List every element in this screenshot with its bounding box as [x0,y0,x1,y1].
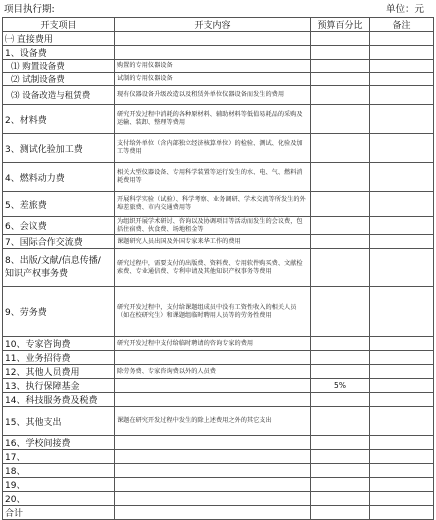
row-remark[interactable] [370,249,434,287]
row-remark[interactable] [370,134,434,163]
row-item: 9、劳务费 [3,287,115,337]
row-content: 研究过程中，需要支付的出版费、资料费、专用软件购买费、文献检索费、专业通信费、专利申请及其他知识产权事务等费用 [115,249,311,287]
row-remark[interactable] [370,337,434,351]
row-content: 现有仪器设备升级改造以及租赁外单位仪器设备而发生的费用 [115,86,311,105]
row-ratio[interactable] [311,60,370,73]
row-content [115,379,311,393]
table-row [3,192,434,217]
row-item: 20、 [3,492,115,506]
row-remark[interactable] [370,379,434,393]
row-remark[interactable] [370,393,434,407]
row-remark[interactable] [370,32,434,46]
row-remark[interactable] [370,436,434,450]
table-row [3,73,434,86]
row-content: 支付给外单位（含内部独立经济核算单位）的检验、测试、化验及加工等费用 [115,134,311,163]
row-content [115,492,311,506]
row-remark[interactable] [370,464,434,478]
row-ratio[interactable] [311,351,370,365]
table-row [3,32,434,46]
row-ratio[interactable] [311,492,370,506]
row-remark[interactable] [370,217,434,235]
row-remark[interactable] [370,235,434,249]
row-content [115,46,311,60]
table-row [3,450,434,464]
row-item: 15、其他支出 [3,407,115,436]
row-ratio[interactable] [311,249,370,287]
table-row [3,365,434,379]
row-remark[interactable] [370,351,434,365]
row-content [115,393,311,407]
row-ratio[interactable] [311,134,370,163]
table-row [3,86,434,105]
row-ratio[interactable] [311,478,370,492]
row-content [115,32,311,46]
table-row [3,337,434,351]
row-remark[interactable] [370,46,434,60]
row-ratio[interactable] [311,365,370,379]
row-item: ⑶ 设备改造与租赁费 [3,86,115,105]
row-remark[interactable] [370,86,434,105]
table-row [3,249,434,287]
row-ratio[interactable] [311,163,370,192]
row-item: 10、专家咨询费 [3,337,115,351]
row-content: 相关大型仪器设备、专用科学装置等运行发生的水、电、气、燃料消耗费用等 [115,163,311,192]
row-item: 7、国际合作交流费 [3,235,115,249]
row-item: 4、燃料动力费 [3,163,115,192]
table-row [3,407,434,436]
row-content [115,436,311,450]
row-ratio[interactable] [311,407,370,436]
row-remark[interactable] [370,407,434,436]
column-header-row [3,18,434,32]
row-item: 18、 [3,464,115,478]
row-item: 2、材料费 [3,105,115,134]
row-remark[interactable] [370,163,434,192]
row-ratio[interactable] [311,46,370,60]
row-content [115,450,311,464]
row-content: 课题研究人员出国及外国专家来华工作的费用 [115,235,311,249]
row-item: 13、执行保障基金 [3,379,115,393]
table-row [3,393,434,407]
row-content: 研究开发过程中支付给临时聘请的咨询专家的费用 [115,337,311,351]
row-item: 17、 [3,450,115,464]
row-ratio[interactable] [311,450,370,464]
row-item: 16、学校间接费 [3,436,115,450]
row-remark[interactable] [370,492,434,506]
row-ratio[interactable] [311,105,370,134]
row-content [115,478,311,492]
sheet-header [2,3,432,16]
table-row [3,287,434,337]
table-row [3,217,434,235]
row-content: 为组织开展学术研讨、咨询以及协调项目等活动而发生的会议费，包括住宿费、伙食费、场地租金等 [115,217,311,235]
column-header-remark: 备注 [370,18,434,32]
row-content: 研究开发过程中，支付给课题组成员中没有工资性收入的相关人员（如在校研究生）和课题组临时聘用人员等的劳务性费用 [115,287,311,337]
row-remark[interactable] [370,73,434,86]
row-item: 14、科技服务费及税费 [3,393,115,407]
row-remark[interactable] [370,478,434,492]
row-ratio[interactable] [311,506,370,520]
row-ratio[interactable] [311,192,370,217]
table-row [3,478,434,492]
row-remark[interactable] [370,105,434,134]
column-header-item: 开支项目 [3,18,115,32]
row-item: 1、设备费 [3,46,115,60]
row-ratio[interactable] [311,86,370,105]
row-ratio[interactable] [311,393,370,407]
row-item: 合计 [3,506,115,520]
row-ratio[interactable] [311,287,370,337]
row-content: 购置的专用仪器设备 [115,60,311,73]
row-ratio[interactable] [311,32,370,46]
row-ratio[interactable] [311,217,370,235]
column-header-ratio: 预算百分比 [311,18,370,32]
row-remark[interactable] [370,506,434,520]
unit-label: 单位：元 [385,4,424,15]
table-row [3,105,434,134]
row-ratio[interactable]: 5% [311,379,370,393]
row-item: ⑴ 购置设备费 [3,60,115,73]
table-row [3,163,434,192]
row-remark[interactable] [370,192,434,217]
row-remark[interactable] [370,60,434,73]
row-ratio[interactable] [311,436,370,450]
row-content: 课题在研究开发过程中发生的除上述费用之外的其它支出 [115,407,311,436]
table-row [3,506,434,520]
row-content: 除劳务费、专家咨询费以外的人员费 [115,365,311,379]
row-item: 8、出版/文献/信息传播/ 知识产权事务费 [3,249,115,287]
row-item: 5、差旅费 [3,192,115,217]
row-item: 11、业务招待费 [3,351,115,365]
table-row [3,134,434,163]
row-content [115,351,311,365]
row-ratio[interactable] [311,464,370,478]
row-ratio[interactable] [311,337,370,351]
table-row [3,60,434,73]
table-row [3,379,434,393]
row-remark[interactable] [370,365,434,379]
row-item: ⑵ 试制设备费 [3,73,115,86]
row-item: ㈠ 直接费用 [3,32,115,46]
table-row [3,436,434,450]
table-row [3,46,434,60]
row-content: 开展科学实验（试验）、科学考察、业务调研、学术交流等所发生的外埠差旅费、市内交通费用等 [115,192,311,217]
row-content: 试制的专用仪器设备 [115,73,311,86]
table-row [3,464,434,478]
row-ratio[interactable] [311,235,370,249]
budget-table [2,17,434,520]
row-item: 12、其他人员费用 [3,365,115,379]
project-period-label: 项目执行期: [4,4,55,15]
row-remark[interactable] [370,450,434,464]
row-item: 3、测试化验加工费 [3,134,115,163]
row-content: 研究开发过程中消耗的各种原材料、辅助材料等低值易耗品的采购及运输、装卸、整理等费用 [115,105,311,134]
row-item: 6、会议费 [3,217,115,235]
row-content [115,464,311,478]
row-content [115,506,311,520]
table-row [3,351,434,365]
table-row [3,492,434,506]
row-item: 19、 [3,478,115,492]
column-header-content: 开支内容 [115,18,311,32]
row-ratio[interactable] [311,73,370,86]
table-row [3,235,434,249]
row-remark[interactable] [370,287,434,337]
